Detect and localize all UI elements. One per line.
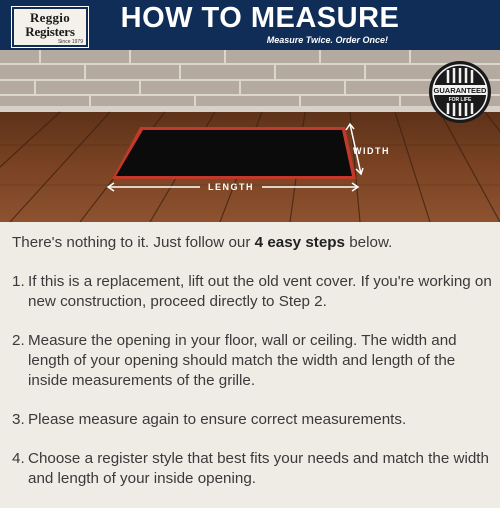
intro-before: There's nothing to it. Just follow our: [12, 234, 255, 251]
step-1-text: If this is a replacement, lift out the old vent cover. If you're working on new construction, proceed directly to Step 2.: [28, 273, 492, 310]
step-4-text: Choose a register style that best fits your needs and match the width and length of your inside opening.: [28, 450, 489, 487]
intro-bold: 4 easy steps: [254, 234, 346, 251]
intro-text: [12, 233, 494, 253]
reggio-registers-logo: [12, 7, 88, 47]
floor-illustration: [0, 50, 500, 222]
instructions: [12, 233, 494, 508]
step-2: [12, 331, 494, 391]
logo-since: Since 1979: [57, 39, 83, 45]
step-3: [12, 410, 494, 430]
badge-text: GUARANTEED: [433, 86, 487, 95]
floor-vent-photo: [0, 50, 500, 222]
step-3-number: 3.: [12, 411, 25, 428]
step-2-number: 2.: [12, 332, 25, 349]
header-banner: [0, 0, 500, 50]
badge-subtext: FOR LIFE: [448, 97, 472, 103]
guaranteed-badge: [427, 59, 493, 125]
width-label: WIDTH: [353, 146, 390, 156]
step-4-number: 4.: [12, 450, 25, 467]
page-title: HOW TO MEASURE: [120, 2, 400, 34]
step-3-text: Please measure again to ensure correct measurements.: [28, 411, 407, 428]
intro-after: below.: [345, 234, 393, 251]
step-1: [12, 272, 494, 312]
step-2-text: Measure the opening in your floor, wall or ceiling. The width and length of your opening should match the width and length of the inside measurements of the grille.: [28, 332, 457, 389]
logo-line-2: Registers: [25, 24, 75, 39]
step-1-number: 1.: [12, 273, 25, 290]
length-label: LENGTH: [208, 182, 254, 192]
step-4: [12, 449, 494, 489]
badge-graphic: [427, 59, 493, 125]
logo-line-1: Reggio: [29, 10, 71, 25]
page-subtitle: Measure Twice. Order Once!: [266, 35, 388, 45]
